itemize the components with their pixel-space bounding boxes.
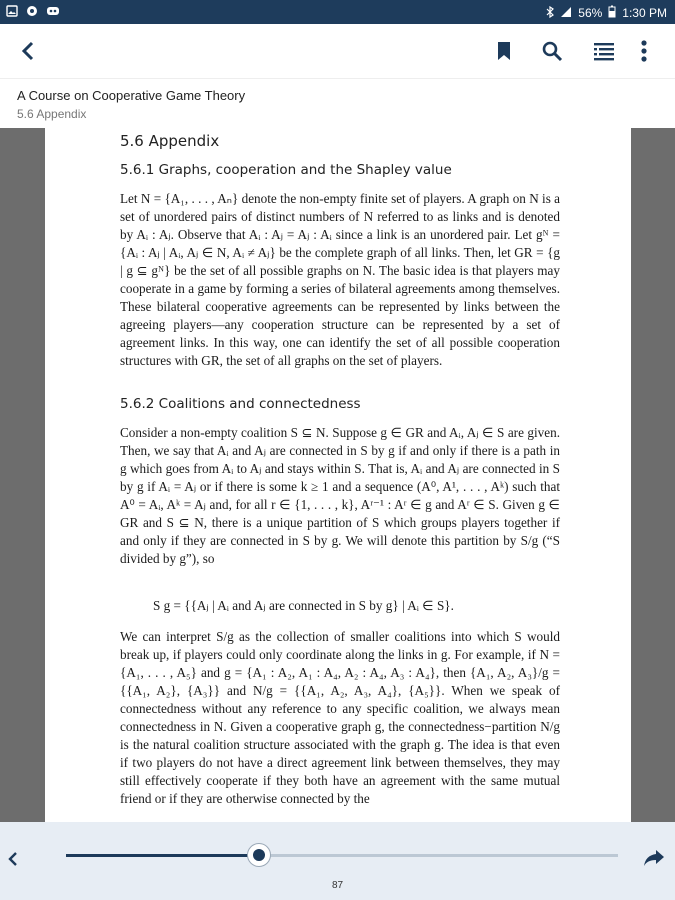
battery-icon bbox=[608, 5, 616, 21]
bookmark-icon bbox=[496, 41, 512, 61]
chapter-title: 5.6 Appendix bbox=[17, 107, 87, 121]
search-icon bbox=[541, 40, 563, 62]
chevron-left-icon bbox=[6, 848, 20, 870]
subsection-heading-1: 5.6.1 Graphs, cooperation and the Shapley value bbox=[120, 162, 452, 178]
title-bar bbox=[0, 78, 675, 128]
book-title: A Course on Cooperative Game Theory bbox=[17, 88, 246, 103]
paragraph-1: Let N = {A₁, . . . , Aₙ} denote the non-empty finite set of players. A graph on N is a set of unordered pairs of distinct numbers of N referred to as links and is denoted by Aᵢ : Aⱼ. Observe that Aᵢ : Aⱼ = Aⱼ : Aᵢ since a link is an unordered pair. Let gᴺ = {Aᵢ : Aⱼ | Aᵢ, Aⱼ ∈ N, Aᵢ ≠ Aⱼ} be the complete graph of all links. Then, let GR = {g | g ⊆ gᴺ} be the set of all possible graphs on N. The basic idea is that players may cooperate in a game by forming a series of bilateral agreements among themselves. These bilateral cooperative agreements can be represented by links between the agreeing players—any cooperation structure can be represented by a set of agreement links. In this way, one can identify the set of all possible cooperation structures with GR, the set of all graphs on the set of players. bbox=[120, 191, 560, 368]
back-arrow-icon bbox=[20, 40, 36, 62]
app-bar bbox=[0, 24, 675, 78]
signal-icon bbox=[560, 6, 572, 21]
partition-formula: S g = {{Aⱼ | Aᵢ and Aⱼ are connected in S by g} | Aᵢ ∈ S}. bbox=[153, 598, 454, 613]
status-bar bbox=[0, 0, 675, 24]
paragraph-2: Consider a non-empty coalition S ⊆ N. Suppose g ∈ GR and Aᵢ, Aⱼ ∈ S are given. Then, we say that Aᵢ and Aⱼ are connected in S by g if and only if there is a path in g which goes from Aᵢ to Aⱼ and stays within S. That is, Aᵢ and Aⱼ are connected in S by g if Aᵢ = Aⱼ or if there is some k ≥ 1 and a sequence (A⁰, A¹, . . . , Aᵏ) such that A⁰ = Aᵢ, Aᵏ = Aⱼ and, for all r ∈ {1, . . . , k}, Aʳ⁻¹ : Aʳ ∈ g and Aʳ ∈ S. Given g ∈ GR and S ⊆ N, there is a unique partition of S which groups players together if and only if they are connected in S by g. We will denote this partition by S/g (“S divided by g”), so bbox=[120, 425, 560, 566]
app-notification-icon bbox=[46, 5, 60, 20]
bottom-bar bbox=[0, 822, 675, 900]
status-right bbox=[546, 5, 667, 21]
share-forward-icon bbox=[643, 848, 665, 868]
page-slider-fill bbox=[66, 854, 259, 857]
share-button[interactable] bbox=[643, 848, 667, 876]
table-of-contents-icon bbox=[593, 41, 615, 61]
page-slider-thumb[interactable] bbox=[247, 843, 271, 867]
location-icon bbox=[26, 5, 38, 20]
section-heading: 5.6 Appendix bbox=[120, 132, 220, 150]
battery-percent: 56% bbox=[578, 6, 603, 20]
bookmark-button[interactable] bbox=[490, 37, 518, 65]
table-of-contents-button[interactable] bbox=[590, 37, 618, 65]
book-page[interactable] bbox=[45, 128, 631, 822]
back-button[interactable] bbox=[14, 37, 42, 65]
status-left-icons bbox=[6, 5, 60, 20]
search-button[interactable] bbox=[538, 37, 566, 65]
paragraph-3: We can interpret S/g as the collection of smaller coalitions into which S would break up, if players could only coordinate along the links in g. For example, if N = {A₁, . . . , A₅} and g = {A₁ : A₂, A₁ : A₄, A₂ : A₄, A₃ : A₄}, then {A₁, A₂, A₃}/g = {{A₁, A₂}, {A₃}} and N/g = {{A₁, A₂, A₃, A₄}, {A₅}}. When we speak of connectedness without any reference to any specific coalition, we always mean connectedness in N. Given a cooperative graph g, the connectedness−partition N/g is the natural coalition structure associated with the graph g. The idea is that even if two players do not have a direct agreement link between themselves, they may still effectively cooperate if they both have an agreement with the same mutual friend or if they are otherwise connected by the bbox=[120, 629, 560, 806]
clock: 1:30 PM bbox=[622, 6, 667, 20]
photo-notification-icon bbox=[6, 5, 18, 20]
page-number: 87 bbox=[331, 880, 344, 891]
more-options-button[interactable] bbox=[630, 37, 658, 65]
subsection-heading-2: 5.6.2 Coalitions and connectedness bbox=[120, 396, 361, 412]
page-slider[interactable] bbox=[66, 854, 618, 857]
bluetooth-icon bbox=[546, 6, 554, 21]
previous-page-button[interactable] bbox=[6, 848, 28, 876]
more-vert-icon bbox=[641, 40, 647, 62]
